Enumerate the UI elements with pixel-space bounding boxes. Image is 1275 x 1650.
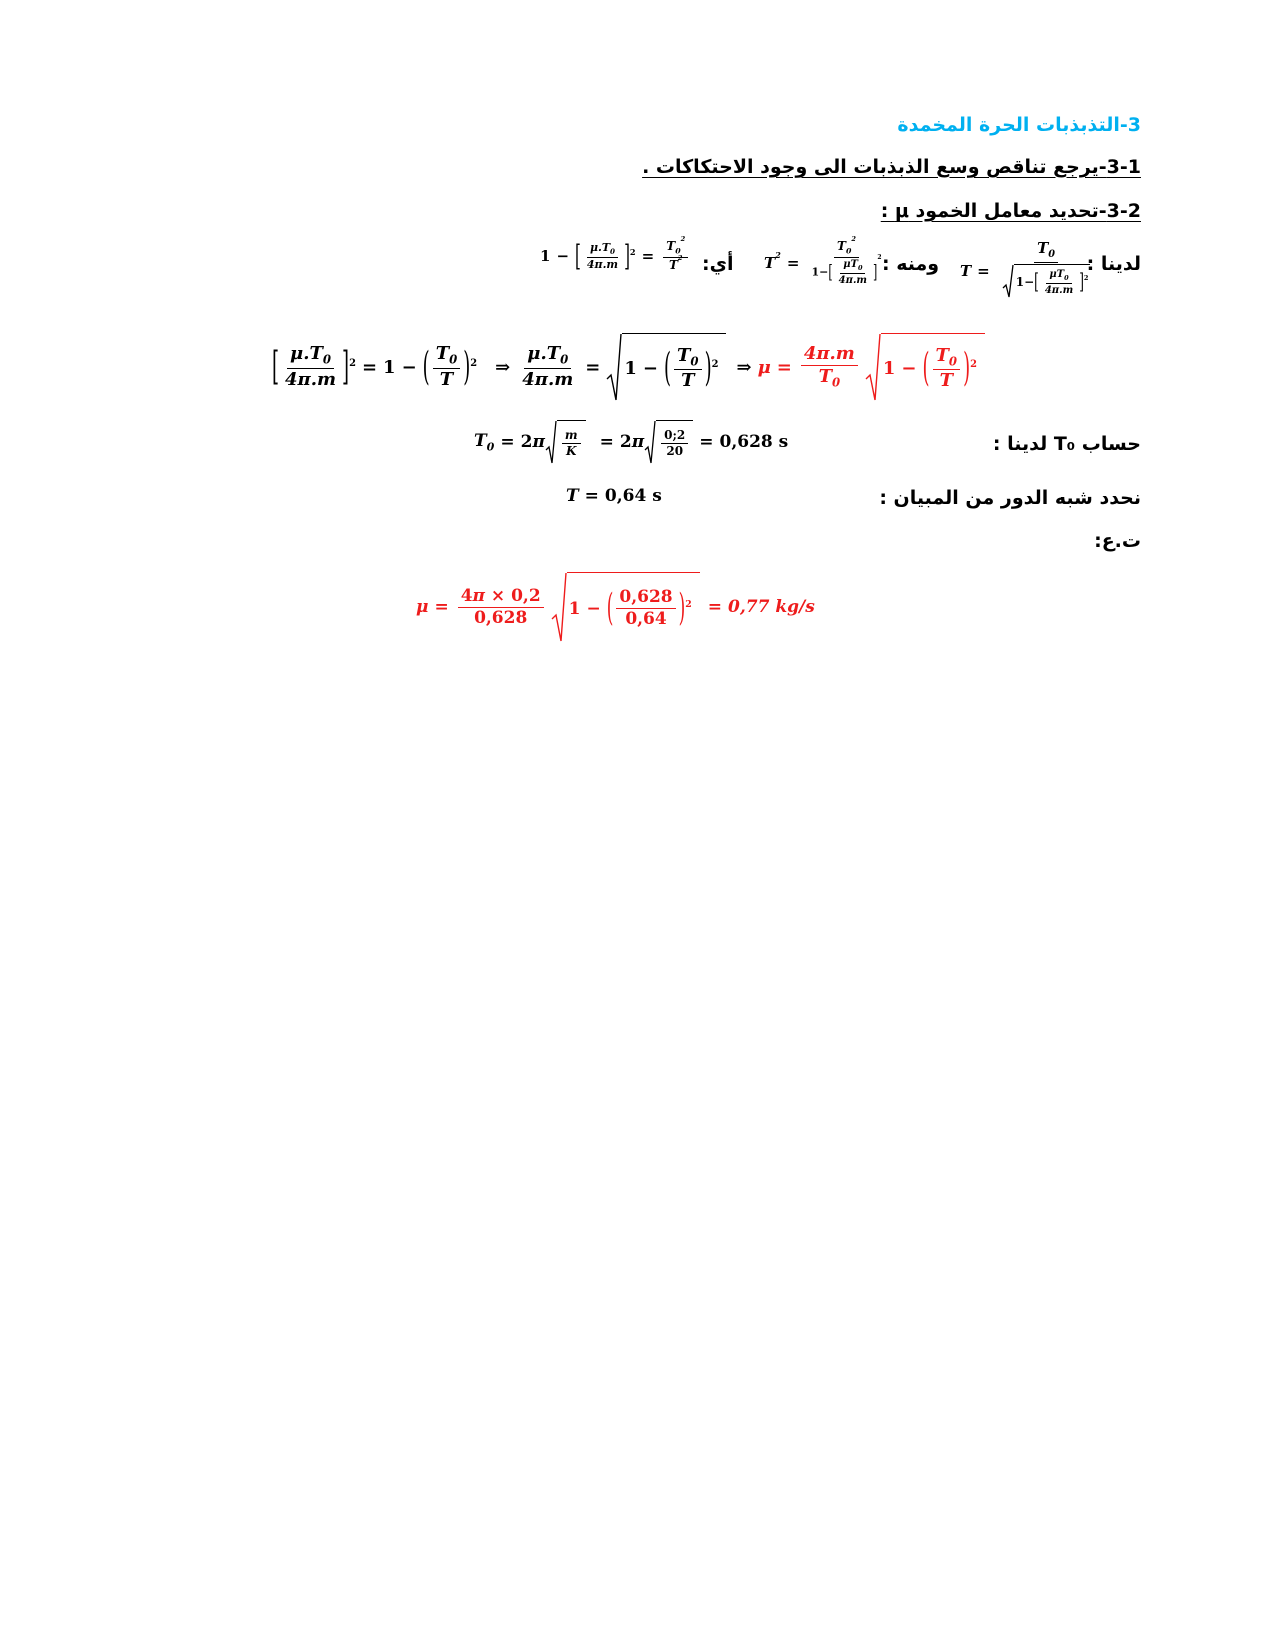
meaning-label: أي: [702,253,734,275]
T0-inner: 0,628 [616,588,675,609]
K-value: 20 [666,444,684,458]
and-from-it-label: ومنه : [882,253,940,275]
section-3-1-heading: 3-1-يرجع تناقص وسع الذبذبات الى وجود الاحتكاكات . [642,156,1141,178]
numerical-application-label: ت.ع: [1094,530,1141,552]
compute-T0-label: حساب T₀ لدينا : [992,433,1141,455]
T-value-formula: T = 0,64 s [566,486,662,506]
section-3-2-heading: 3-2-تحديد معامل الخمود μ : [880,200,1141,222]
relation-formula: 1 − [ $\frac{\mu.T_0}{4\pi.m}$ ] $^2$ = $\frac{T_0^2}{T^2}$ [540,240,691,272]
mu-result-formula: μ = $\frac{4\pi \times 0,2}{0,628}$ 1 − ( $\frac{0,628}{0,64}$ ) $^2$ = 0,77 kg/s [416,572,815,642]
T0-result: 0,628 s [719,432,789,452]
period-squared-formula: $T^2$ = $T_0^2$ 1−[ $\frac{\mu T_0}{4\pi.m}$ ]$^2$ [764,235,882,287]
mass-value: 0,2 [511,585,541,606]
we-have-label: لدينا : [1086,253,1141,275]
pseudo-period-label: نحدد شبه الدور من المبيان : [879,487,1141,509]
mu-value: 0,77 kg/s [728,597,815,617]
T-result: 0,64 s [604,486,662,506]
T0-in-mu: 0,628 [474,607,528,628]
period-formula: T = $T_0$ 1− [ $\frac{\mu T_0}{4\pi.m}$ ] $^2$ [960,239,1089,296]
m-value: 0;2 [661,429,688,444]
section-3-heading: 3-التذبذبات الحرة المخمدة [897,114,1141,136]
T-inner: 0,64 [625,609,667,629]
mu-derivation: [ $\frac{\mu.T_0}{4\pi.m}$ ] $^2$ = 1 − ( $\frac{T_0}{T}$ ) $^2$ ⇒ $\frac{\mu.T_0}{4\pi.m}$ = 1 − ( $\frac{T_0}{T}$ ) $^2$ ⇒ μ = $\frac{4\pi.m}{T_0}$ 1 − ( $\frac{T_0}{T}$ ) $^2$ [272,333,985,401]
T0-formula: $T_0$ = 2π $\frac{m}{K}$ = 2π $\frac{0;2}{20}$ = 0,628 s [474,420,788,464]
